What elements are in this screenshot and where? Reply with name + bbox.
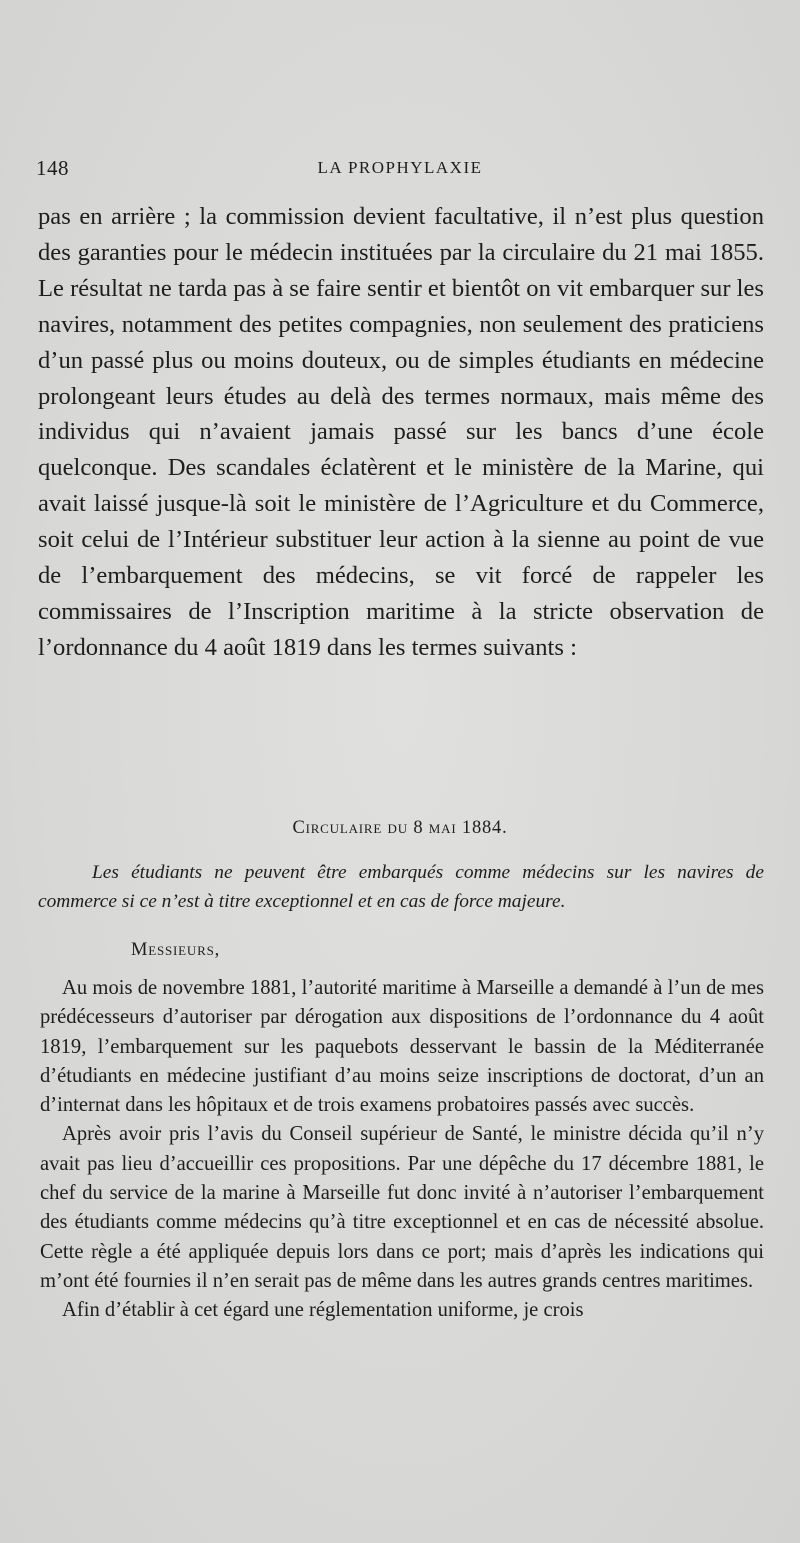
circular-letter [40, 974, 764, 1326]
running-title: LA PROPHYLAXIE [317, 158, 483, 177]
letter-paragraph-1: Au mois de novembre 1881, l’autorité maritime à Marseille a demandé à l’un de mes prédécesseurs d’autoriser par dérogation aux dispositions de l’ordonnance du 4 août 1819, l’embarquement sur les paquebots desservant le bassin de la Méditerranée d’étudiants en médecine justifiant d’au moins seize inscriptions de doctorat, d’un an d’internat dans les hôpitaux et de trois examens probatoires passés avec succès. [40, 977, 764, 1117]
body-paragraph: pas en arrière ; la commission devient facultative, il n’est plus question des garanties pour le médecin instituées par la circulaire du 21 mai 1855. Le résultat ne tarda pas à se faire sentir et bientôt on vit embarquer sur les navires, notamment des petites compagnies, non seulement des praticiens d’un passé plus ou moins douteux, ou de simples étudiants en médecine prolongeant leurs études au delà des termes normaux, mais même des individus qui n’avaient jamais passé sur les bancs d’une école quelconque. Des scandales éclatèrent et le ministère de la Marine, qui avait laissé jusque-là soit le ministère de l’Agriculture et du Commerce, soit celui de l’Intérieur substituer leur action à la sienne au point de vue de l’embarquement des médecins, se vit forcé de rappeler les commissaires de l’Inscription maritime à la stricte observation de l’ordonnance du 4 août 1819 dans les termes suivants : [38, 203, 764, 661]
letter-paragraph-2: Après avoir pris l’avis du Conseil supérieur de Santé, le ministre décida qu’il n’y avait pas lieu d’accueillir ces propositions. Par une dépêche du 17 décembre 1881, le chef du service de la marine à Marseille fut donc invité à n’autoriser l’embarquement des étudiants comme médecins qu’à titre exceptionnel et en cas de nécessité absolue. Cette règle a été appliquée depuis lors dans ce port; mais d’après les indications qui m’ont été fournies il n’en serait pas de même dans les autres grands centres maritimes. [40, 1123, 764, 1292]
circular-title: Circulaire du 8 mai 1884. [292, 818, 508, 838]
salutation: Messieurs, [131, 940, 221, 960]
circular-subtitle: Les étudiants ne peuvent être embarqués comme médecins sur les navires de commerce si ce n’est à titre exceptionnel et en cas de force majeure. [38, 862, 764, 912]
letter-paragraph-3: Afin d’établir à cet égard une réglementation uniforme, je crois [62, 1299, 584, 1322]
page-number: 148 [36, 156, 69, 180]
page-header [36, 156, 764, 186]
